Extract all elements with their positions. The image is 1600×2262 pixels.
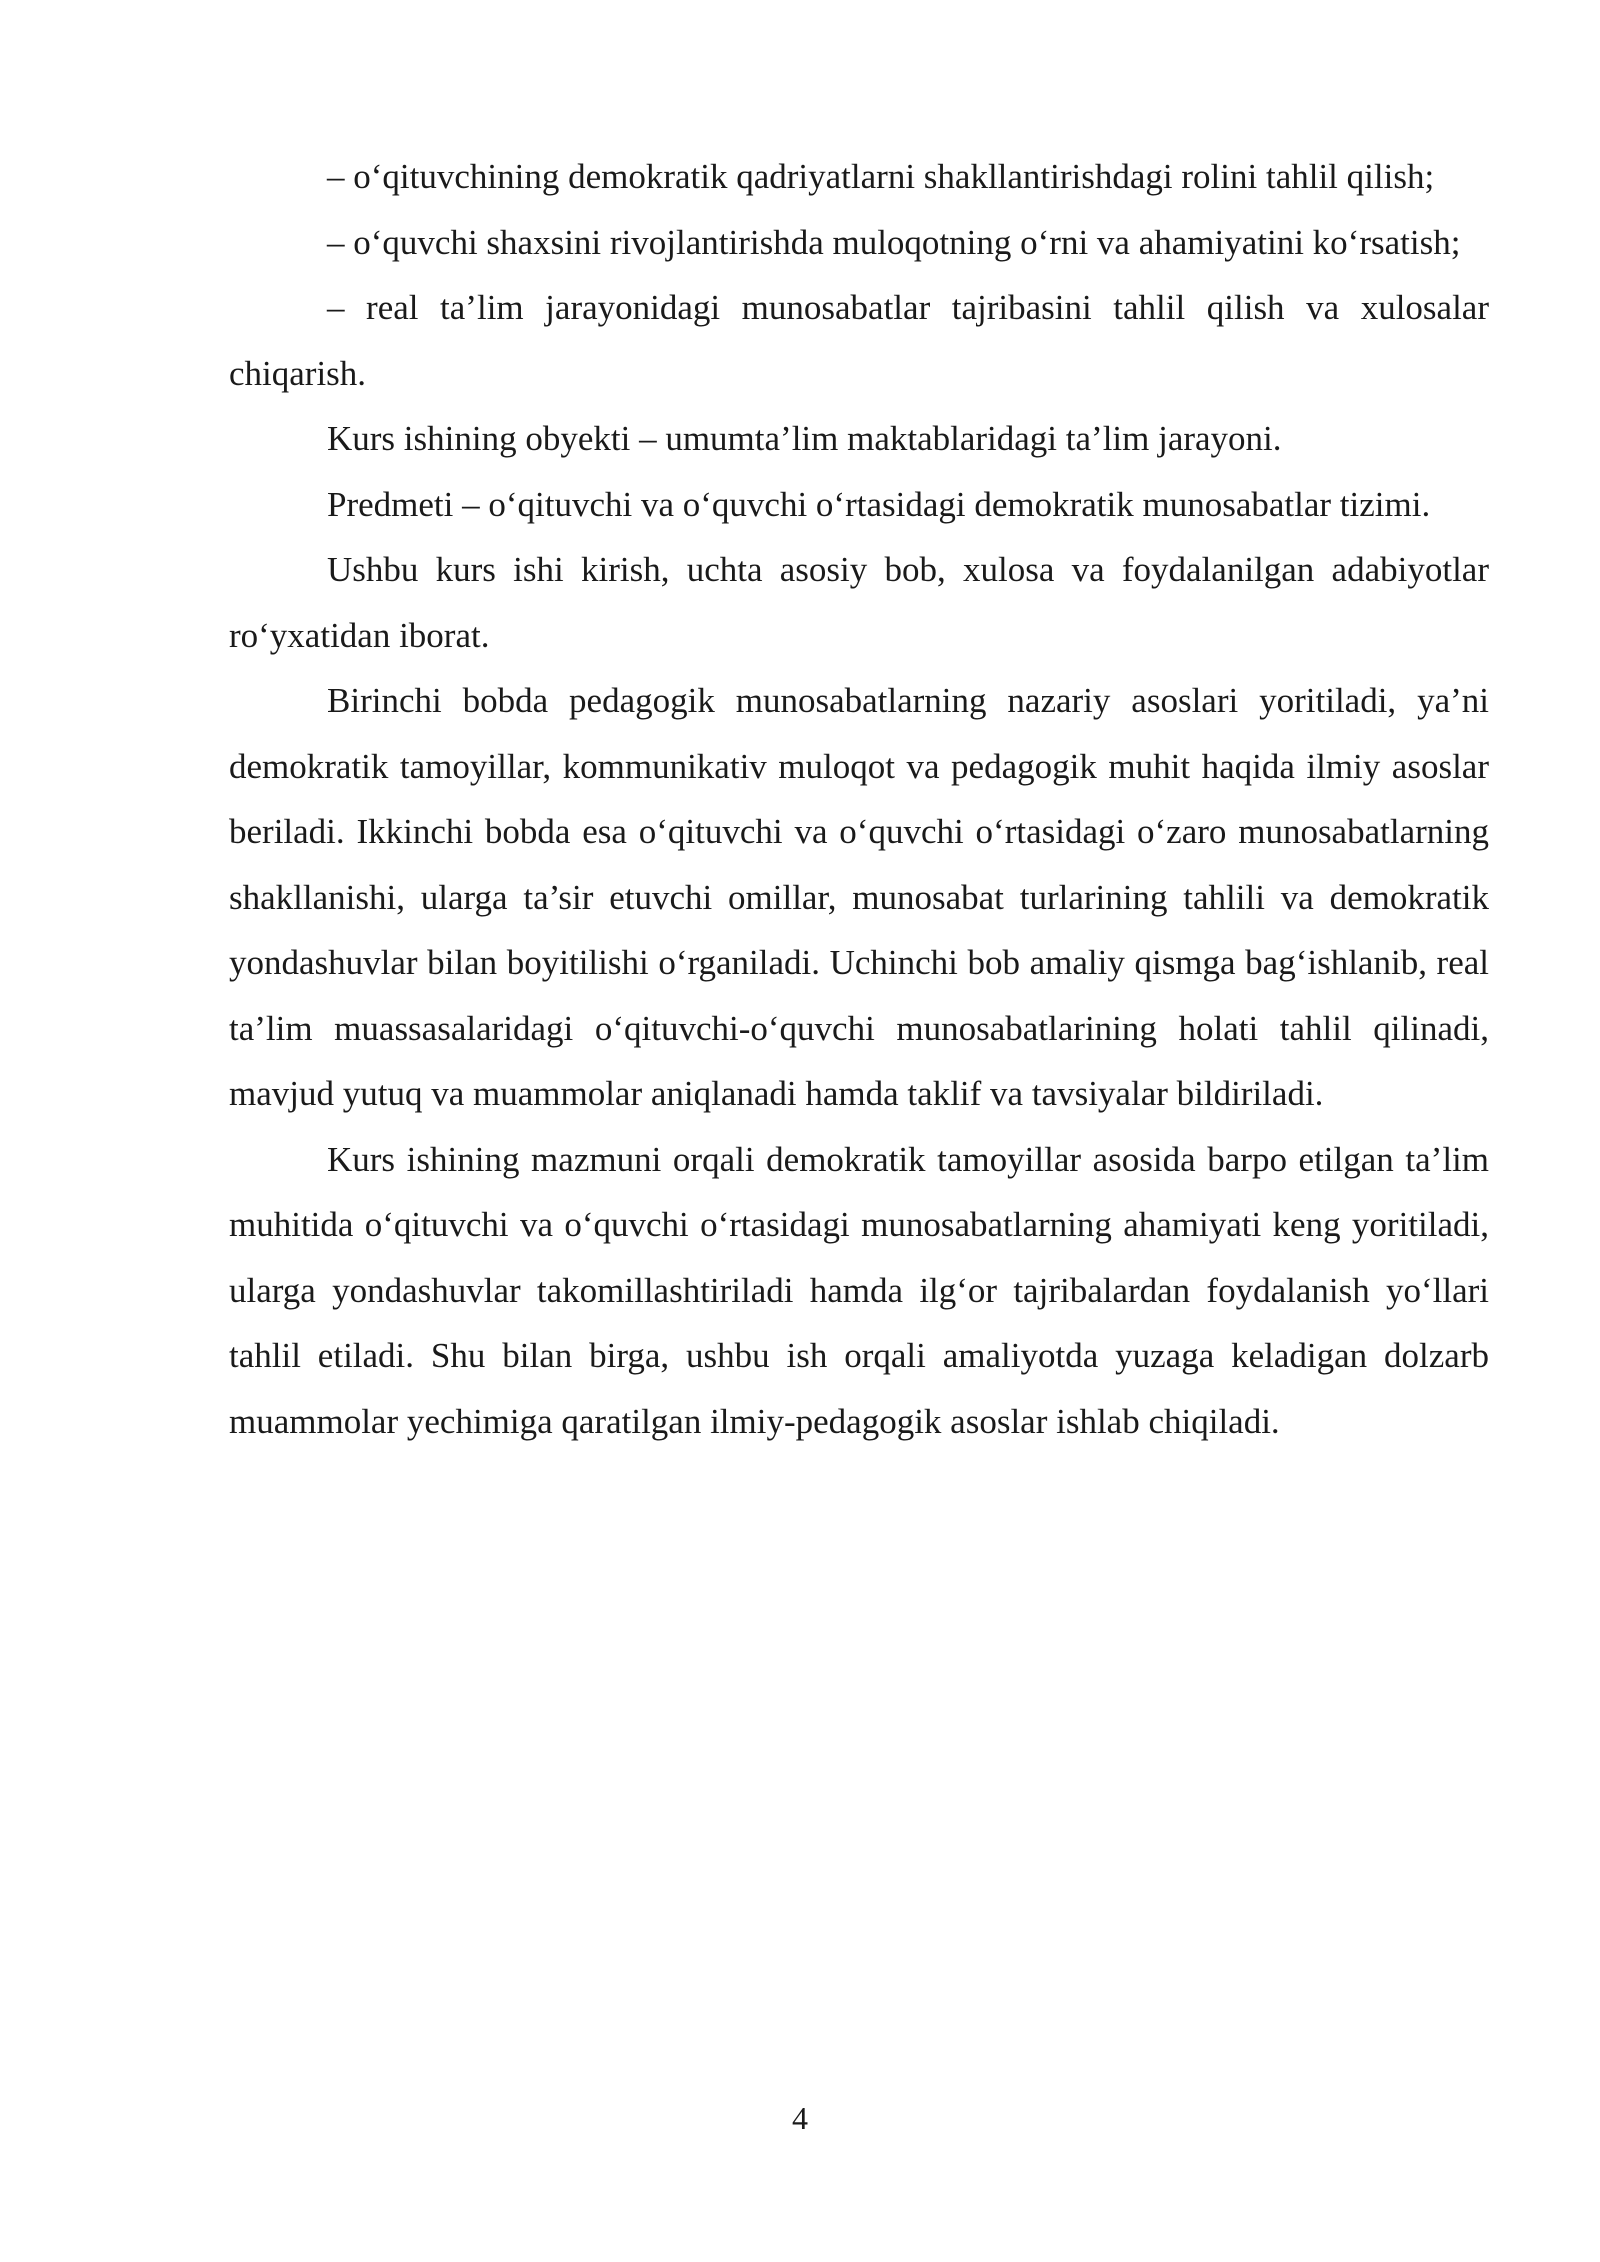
subject-paragraph: Predmeti – o‘qituvchi va o‘quvchi o‘rtasidagi demokratik munosabatlar tizimi. [327,484,1431,524]
bullet-paragraph: – real ta’lim jarayonidagi munosabatlar tajribasini tahlil qilish va xulosalar chiqarish. [229,288,1489,393]
body-text [229,144,1489,1454]
bullet-paragraph: – o‘quvchi shaxsini rivojlantirishda muloqotning o‘rni va ahamiyatini ko‘rsatish; [327,222,1461,262]
bullet-paragraph: – o‘qituvchining demokratik qadriyatlarni shakllantirishdagi rolini tahlil qilish; [327,157,1435,196]
chapters-paragraph: Birinchi bobda pedagogik munosabatlarning nazariy asoslari yoritiladi, ya’ni demokratik tamoyillar, kommunikativ muloqot va pedagogik muhit haqida ilmiy asoslar beriladi. Ikkinchi bobda esa o‘qituvchi va o‘quvchi o‘rtasidagi o‘zaro munosabatlarning shakllanishi, ularga ta’sir etuvchi omillar, munosabat turlarining tahlili va demokratik yondashuvlar bilan boyitilishi o‘rganiladi. Uchinchi bob amaliy qismga bag‘ishlanib, real ta’lim muassasalaridagi o‘qituvchi-o‘quvchi munosabatlarining holati tahlil qilinadi, mavjud yutuq va muammolar aniqlanadi hamda taklif va tavsiyalar bildiriladi. [229,681,1489,1113]
content-paragraph: Kurs ishining mazmuni orqali demokratik tamoyillar asosida barpo etilgan ta’lim muhitida o‘qituvchi va o‘quvchi o‘rtasidagi munosabatlarning ahamiyati keng yoritiladi, ularga yondashuvlar takomillashtiriladi hamda ilg‘or tajribalardan foydalanish yo‘llari tahlil etiladi. Shu bilan birga, ushbu ish orqali amaliyotda yuzaga keladigan dolzarb muammolar yechimiga qaratilgan ilmiy-pedagogik asoslar ishlab chiqiladi. [229,1139,1489,1441]
object-paragraph: Kurs ishining obyekti – umumta’lim maktablaridagi ta’lim jarayoni. [327,419,1282,458]
structure-paragraph: Ushbu kurs ishi kirish, uchta asosiy bob, xulosa va foydalanilgan adabiyotlar ro‘yxatidan iborat. [229,550,1489,655]
page-number: 4 [792,2100,808,2136]
